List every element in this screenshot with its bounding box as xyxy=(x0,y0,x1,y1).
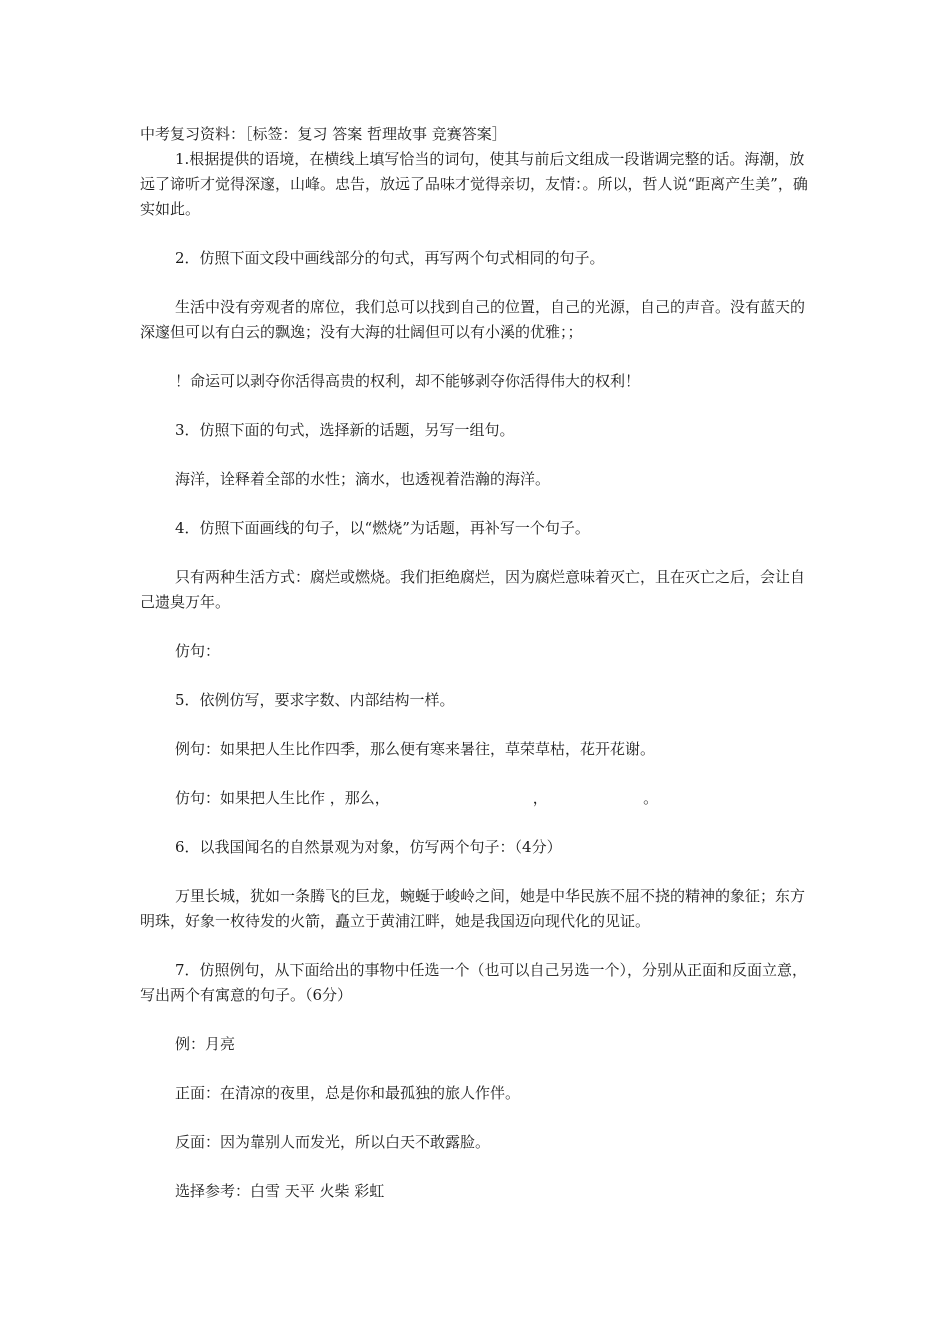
question-7-negative: 反面：因为靠别人而发光，所以白天不敢露脸。 xyxy=(175,1133,491,1151)
question-2: 2．仿照下面文段中画线部分的句式，再写两个句式相同的句子。 xyxy=(175,249,605,267)
question-4-passage: 只有两种生活方式：腐烂或燃烧。我们拒绝腐烂，因为腐烂意味着灭亡，且在灭亡之后，会让自己遗臭万年。 xyxy=(140,568,806,611)
question-2-passage: 生活中没有旁观者的席位，我们总可以找到自己的位置，自己的光源，自己的声音。没有蓝天的深邃但可以有白云的飘逸；没有大海的壮阔但可以有小溪的优雅；； xyxy=(140,298,806,341)
document-body xyxy=(140,122,815,1204)
question-4-answer-label: 仿句： xyxy=(175,642,221,660)
question-4: 4．仿照下面画线的句子，以“燃烧”为话题，再补写一个句子。 xyxy=(175,519,590,537)
question-3-example: 海洋，诠释着全部的水性；滴水，也透视着浩瀚的海洋。 xyxy=(175,470,551,488)
question-7-options: 选择参考：白雪 天平 火柴 彩虹 xyxy=(175,1182,385,1200)
question-5: 5．依例仿写，要求字数、内部结构一样。 xyxy=(175,691,455,709)
question-7-example: 例：月亮 xyxy=(175,1035,236,1053)
question-7: 7．仿照例句，从下面给出的事物中任选一个（也可以自己另选一个），分别从正面和反面立意，写出两个有寓意的句子。（6分） xyxy=(140,961,808,1004)
question-5-example: 例句：如果把人生比作四季，那么便有寒来暑往，草荣草枯，花开花谢。 xyxy=(175,740,656,758)
question-5-blank: 仿句：如果把人生比作 ，那么， ， 。 xyxy=(175,789,659,807)
question-1: 1.根据提供的语境，在横线上填写恰当的词句，使其与前后文组成一段谐调完整的话。海潮，放远了谛听才觉得深邃，山峰。忠告，放远了品味才觉得亲切，友情：。所以，哲人说“距离产生美”，确实如此。 xyxy=(140,150,808,218)
question-6-example: 万里长城，犹如一条腾飞的巨龙，蜿蜒于峻岭之间，她是中华民族不屈不挠的精神的象征；东方明珠，好象一枚待发的火箭，矗立于黄浦江畔，她是我国迈向现代化的见证。 xyxy=(140,887,806,930)
question-7-positive: 正面：在清凉的夜里，总是你和最孤独的旅人作伴。 xyxy=(175,1084,521,1102)
question-3: 3．仿照下面的句式，选择新的话题，另写一组句。 xyxy=(175,421,515,439)
question-6: 6．以我国闻名的自然景观为对象，仿写两个句子：（4分） xyxy=(175,838,562,856)
question-2-passage-end: ！命运可以剥夺你活得高贵的权利，却不能够剥夺你活得伟大的权利！ xyxy=(175,372,641,390)
document-header: 中考复习资料：［标签：复习 答案 哲理故事 竞赛答案］ xyxy=(140,125,507,143)
